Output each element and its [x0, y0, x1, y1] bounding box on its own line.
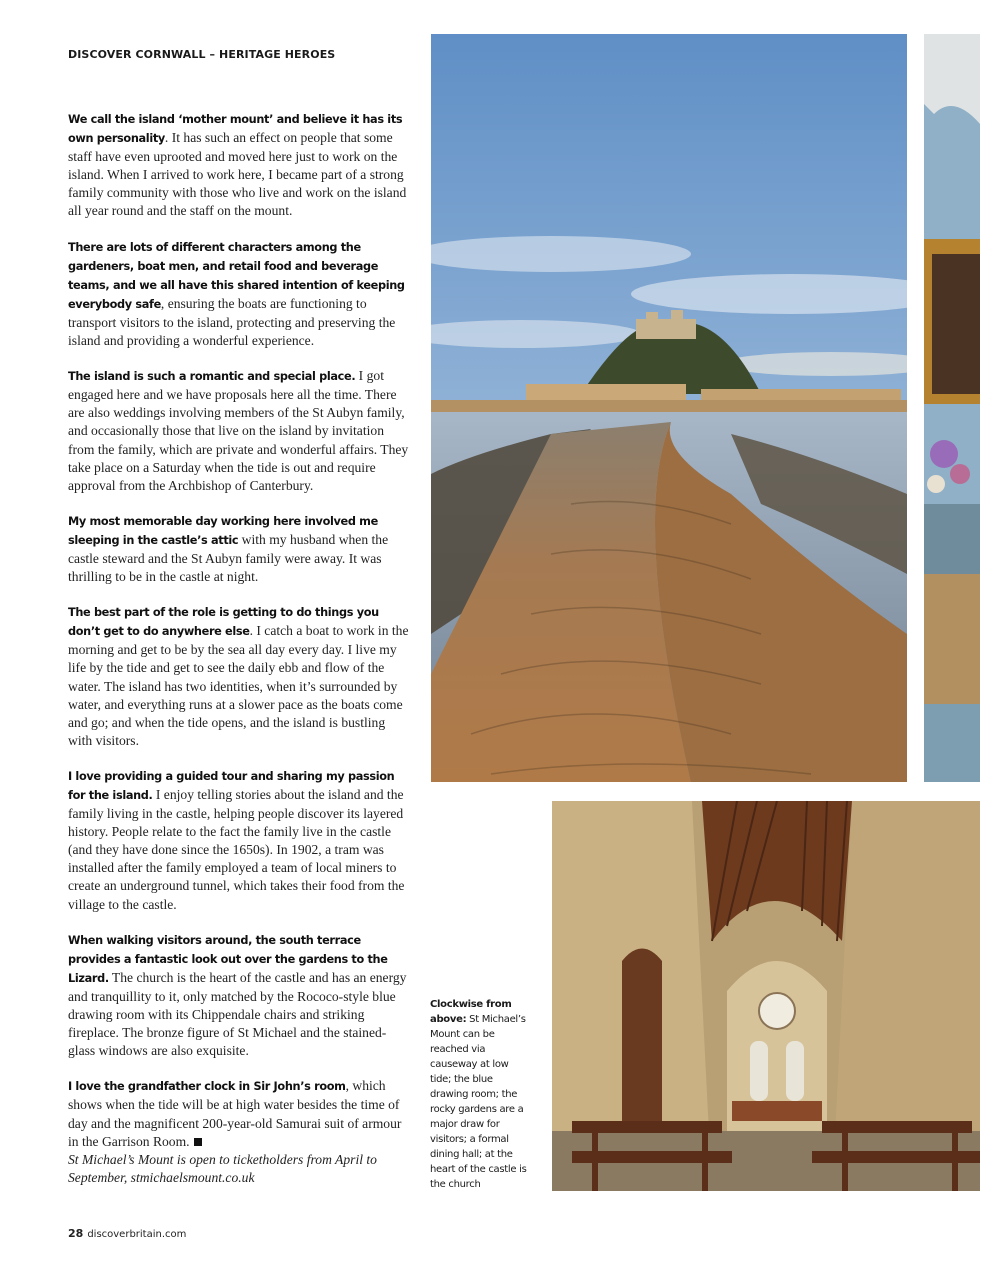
paragraph-body: . I catch a boat to work in the morning and get to be by the sea all day every day. I live my life by the tide and get to see the daily ebb and flow of the water. The island has two identities, when it’s surrounded by water, and everything runs at a slower pace as the boats come and go; and when the tide opens, and the island is bustling with visitors.	[68, 623, 409, 748]
paragraph-lead: When walking visitors around, the south terrace provides a fantastic look out over the gardens to the Lizard.	[68, 933, 388, 985]
paragraph-body: . It has such an effect on people that some staff have even uprooted and moved here just to work on the island. When I arrived to work here, I became part of a strong family community with those who live and work on the island all year round and the staff on the mount.	[68, 130, 407, 219]
church-interior-photo	[552, 801, 980, 1191]
article-paragraph-8	[68, 1077, 410, 1150]
paragraph-lead: There are lots of different characters among the gardeners, boat men, and retail food and beverage teams, and we all have this shared intention of keeping everybody safe	[68, 240, 405, 311]
page-footer	[68, 1227, 186, 1240]
article-paragraph-5	[68, 603, 410, 750]
footer-site: discoverbritain.com	[87, 1229, 187, 1240]
article-paragraph-4	[68, 512, 410, 586]
paragraph-body: , ensuring the boats are functioning to transport visitors to the island, protecting and preserving the island and providing a wonderful experience.	[68, 295, 396, 349]
paragraph-lead: The best part of the role is getting to do things you don’t get to do anywhere else	[68, 606, 379, 639]
paragraph-body: with my husband when the castle steward and the St Aubyn family were away. It was thrilling to be in the castle at night.	[68, 531, 389, 585]
caption-lead: Clockwise from above:	[430, 999, 512, 1025]
paragraph-lead: I love providing a guided tour and sharing my passion for the island.	[68, 769, 395, 802]
paragraph-body: I got engaged here and we have proposals here all the time. There are also weddings involving members of the St Aubyn family, and occasionally those that live on the island by invitation from the family, which are private and wonderful affairs. They take place on a Saturday when the tide is out and require approval from the Archbishop of Canterbury.	[68, 368, 409, 493]
end-mark-icon	[194, 1138, 202, 1146]
paragraph-lead: My most memorable day working here involved me sleeping in the castle’s attic	[68, 514, 378, 547]
photo-caption	[430, 997, 532, 1192]
page-number: 28	[68, 1227, 84, 1240]
section-header: DISCOVER CORNWALL – HERITAGE HEROES	[68, 48, 336, 61]
paragraph-body: , which shows when the tide will be at high water besides the time of day and the magnificent 200-year-old Samurai suit of armour in the Garrison Room.	[68, 1078, 402, 1149]
paragraph-lead: We call the island ‘mother mount’ and believe it has its own personality	[68, 113, 403, 146]
paragraph-lead: I love the grandfather clock in Sir John’s room	[68, 1080, 346, 1094]
article-column	[68, 110, 410, 1204]
drawing-room-photo	[924, 34, 980, 782]
paragraph-body: The church is the heart of the castle and has an energy and tranquillity to it, only matched by the Rococo-style blue drawing room with its Chippendale chairs and striking fireplace. The bronze figure of St Michael and the stained-glass windows are also exquisite.	[68, 969, 407, 1059]
article-paragraph-1	[68, 110, 410, 221]
article-paragraph-7	[68, 931, 410, 1061]
article-paragraph-6	[68, 767, 410, 914]
article-paragraph-2	[68, 238, 410, 351]
paragraph-lead: The island is such a romantic and special place.	[68, 370, 356, 384]
caption-body: St Michael’s Mount can be reached via causeway at low tide; the blue drawing room; the rocky gardens are a major draw for visitors; a formal dining hall; at the heart of the castle is the church	[430, 1014, 527, 1190]
paragraph-body: I enjoy telling stories about the island and the family living in the castle, helping people discover its layered history. People relate to the fact the family live in the castle (and they have done since the 1650s). In 1902, a tram was installed after the family employed a team of local miners to create an underground tunnel, which takes their food from the village to the castle.	[68, 787, 405, 912]
mount-causeway-photo	[431, 34, 907, 782]
article-paragraph-3	[68, 367, 410, 495]
closing-note: St Michael’s Mount is open to ticketholders from April to September, stmichaelsmount.co.uk	[68, 1151, 377, 1185]
